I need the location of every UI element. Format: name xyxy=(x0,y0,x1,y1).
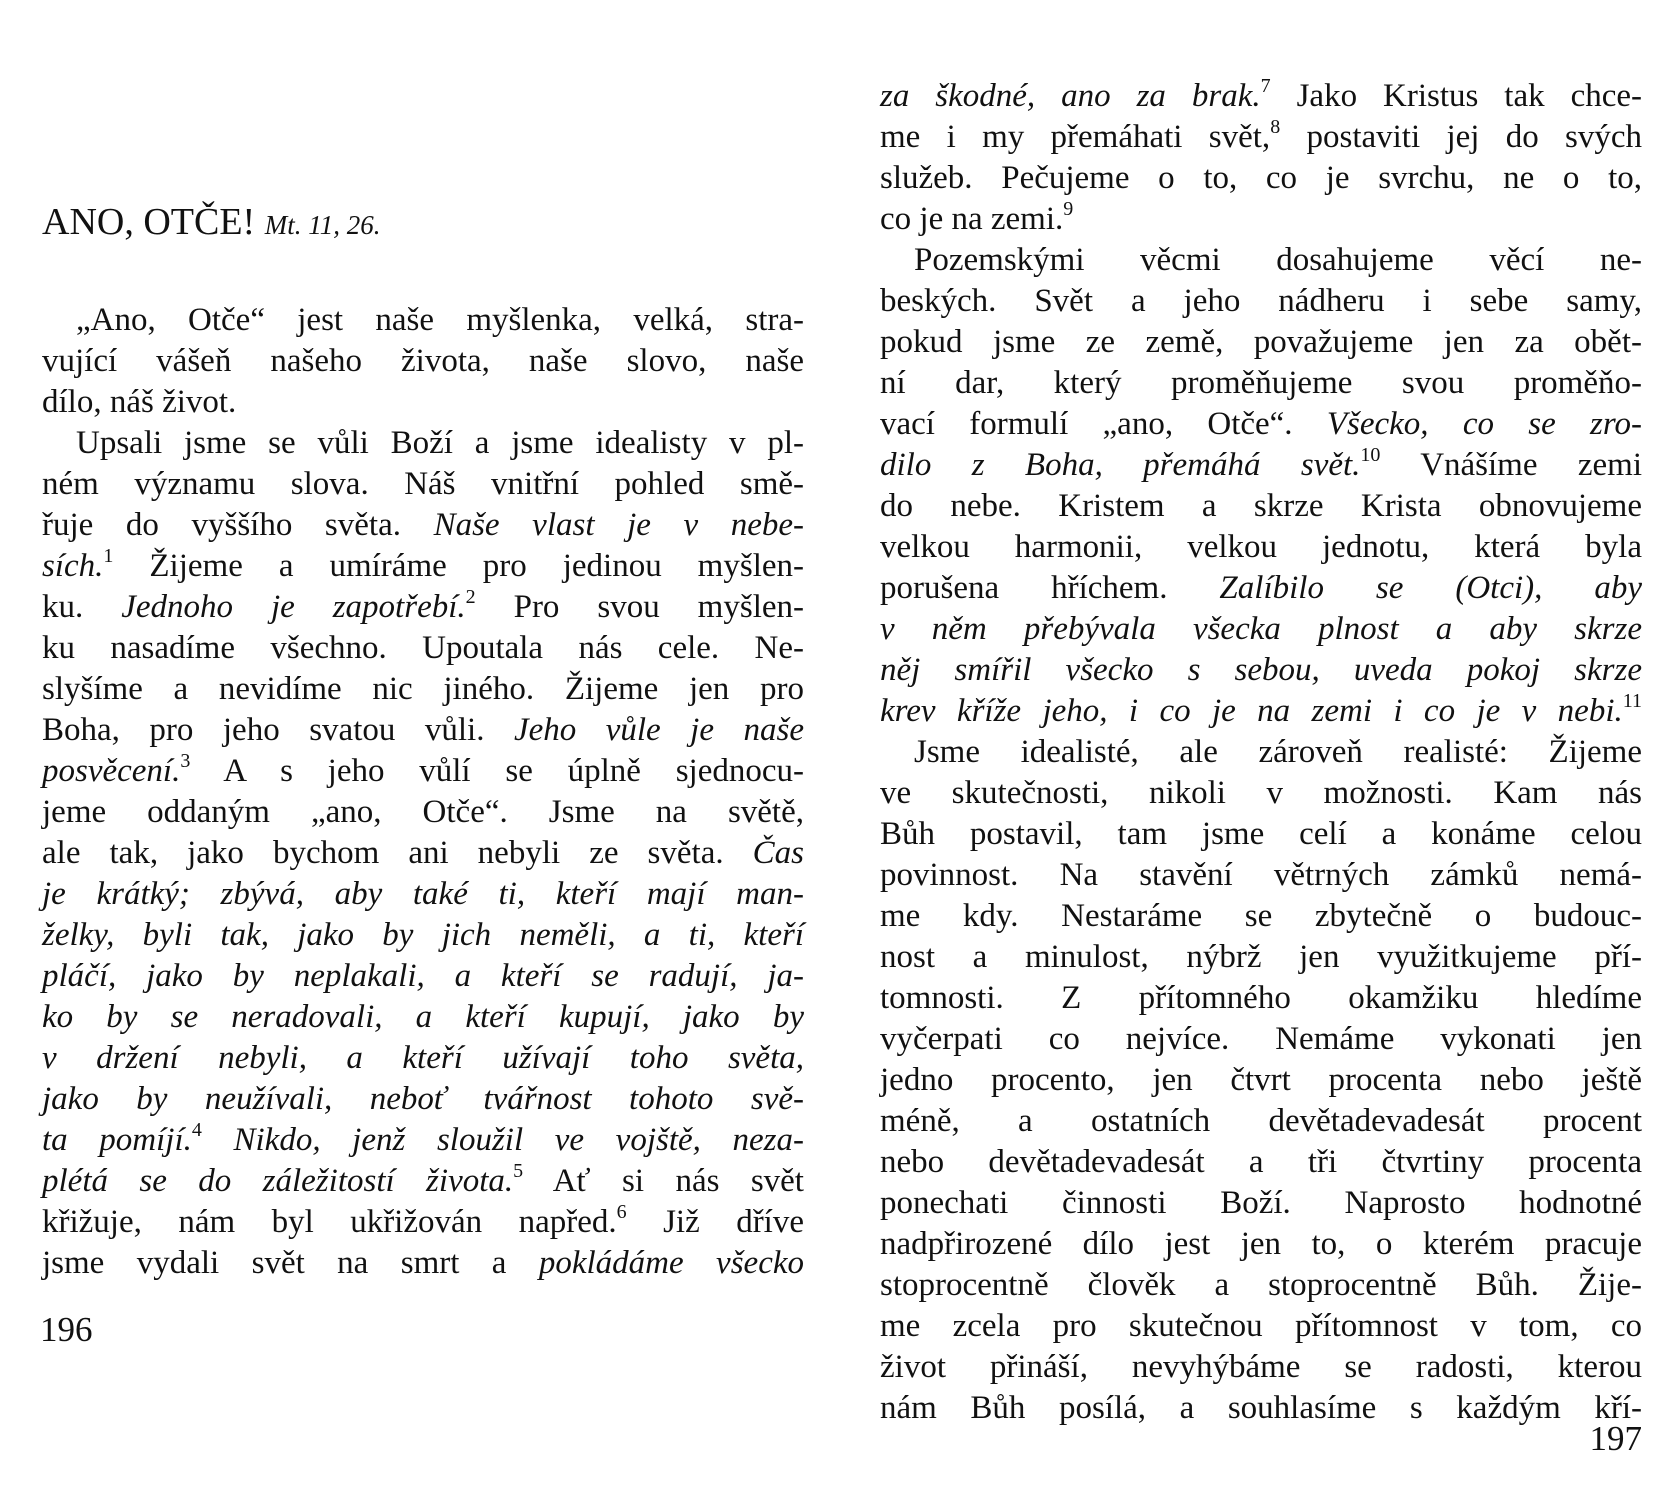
italic-text: posvěcení. xyxy=(42,753,181,789)
footnote-marker: 4 xyxy=(191,1119,202,1141)
text-span: ném významu slova. Náš vnitřní pohled smě- xyxy=(42,466,804,502)
text-span: slyšíme a nevidíme nic jiného. Žijeme jen pro xyxy=(42,671,804,707)
text-span: povinnost. Na stavění větrných zámků nemá- xyxy=(880,857,1642,893)
right-text-column xyxy=(880,76,1642,1429)
italic-text: něj smířil všecko s sebou, uveda pokoj skrze xyxy=(880,652,1642,688)
text-line xyxy=(42,546,804,587)
text-line xyxy=(42,833,804,874)
bible-reference: Mt. 11, 26. xyxy=(264,210,381,240)
text-span: Upsali jsme se vůli Boží a jsme idealisty v pl- xyxy=(76,425,804,461)
footnote-marker: 1 xyxy=(103,545,114,567)
italic-text: Nikdo, jenž sloužil ve vojště, neza- xyxy=(201,1122,804,1158)
text-line xyxy=(42,915,804,956)
footnote-marker: 11 xyxy=(1622,690,1642,712)
text-span: me i my přemáhati svět, xyxy=(880,119,1271,155)
text-line xyxy=(880,445,1642,486)
text-line xyxy=(42,669,804,710)
italic-text: želky, byli tak, jako by jich neměli, a ti, kteří xyxy=(42,917,804,953)
italic-text: v něm přebývala všecka plnost a aby skrze xyxy=(880,611,1642,647)
text-span: ku nasadíme všechno. Upoutala nás cele. Ne- xyxy=(42,630,804,666)
text-span: jeme oddaným „ano, Otče“. Jsme na světě, xyxy=(42,794,804,830)
text-line xyxy=(880,609,1642,650)
text-span: nost a minulost, nýbrž jen využitkujeme pří- xyxy=(880,939,1642,975)
italic-text: krev kříže jeho, i co je na zemi i co je v nebi. xyxy=(880,693,1623,729)
italic-text: za škodné, ano za brak. xyxy=(880,78,1261,114)
text-line xyxy=(880,855,1642,896)
italic-text: pokládáme všecko xyxy=(538,1245,804,1281)
text-line xyxy=(42,710,804,751)
italic-text: ko by se neradovali, a kteří kupují, jako by xyxy=(42,999,804,1035)
text-line xyxy=(880,1060,1642,1101)
text-line xyxy=(42,1038,804,1079)
text-line xyxy=(880,1101,1642,1142)
text-span: A s jeho vůlí se úplně sjednocu- xyxy=(190,753,804,789)
text-line xyxy=(880,1347,1642,1388)
italic-text: Naše vlast je v nebe- xyxy=(433,507,805,543)
text-span: Pro svou myšlen- xyxy=(475,589,804,625)
text-line xyxy=(42,1202,804,1243)
text-span: jedno procento, jen čtvrt procenta nebo ještě xyxy=(880,1062,1642,1098)
chapter-heading xyxy=(42,200,380,247)
italic-text: Jednoho je zapotřebí. xyxy=(121,589,466,625)
text-line xyxy=(42,423,804,464)
text-line xyxy=(880,1019,1642,1060)
text-line xyxy=(880,1306,1642,1347)
text-span: Vnášíme zemi xyxy=(1380,447,1642,483)
italic-text: dilo z Boha, přemáhá svět. xyxy=(880,447,1361,483)
text-line xyxy=(880,527,1642,568)
text-line xyxy=(42,341,804,382)
text-span: Pozemskými věcmi dosahujeme věcí ne- xyxy=(914,242,1642,278)
italic-text: Zalíbilo se (Otci), aby xyxy=(1219,570,1642,606)
text-span: řuje do vyššího světa. xyxy=(42,507,434,543)
text-line xyxy=(42,1243,804,1284)
text-span: služeb. Pečujeme o to, co je svrchu, ne o to, xyxy=(880,160,1642,196)
text-line xyxy=(42,792,804,833)
text-line xyxy=(880,1265,1642,1306)
text-span: vující vášeň našeho života, naše slovo, naše xyxy=(42,343,804,379)
text-span: nadpřirozené dílo jest jen to, o kterém pracuje xyxy=(880,1226,1642,1262)
page-number-left: 196 xyxy=(40,1310,93,1349)
text-span: ve skutečnosti, nikoli v možnosti. Kam nás xyxy=(880,775,1642,811)
left-text-column xyxy=(42,300,804,1284)
text-line xyxy=(880,568,1642,609)
text-line xyxy=(880,322,1642,363)
text-span: Ať si nás svět xyxy=(523,1163,804,1199)
text-line xyxy=(880,814,1642,855)
text-line xyxy=(880,199,1642,240)
italic-text: jako by neužívali, neboť tvářnost tohoto svě- xyxy=(42,1081,804,1117)
text-line xyxy=(880,281,1642,322)
text-line xyxy=(880,978,1642,1019)
text-span: ale tak, jako bychom ani nebyli ze světa. xyxy=(42,835,753,871)
text-line xyxy=(880,117,1642,158)
text-span: porušena hříchem. xyxy=(880,570,1220,606)
text-span: stoprocentně člověk a stoprocentně Bůh. Žije- xyxy=(880,1267,1642,1303)
text-line xyxy=(42,300,804,341)
footnote-marker: 10 xyxy=(1360,444,1381,466)
text-line xyxy=(880,1224,1642,1265)
text-span: Boha, pro jeho svatou vůli. xyxy=(42,712,514,748)
text-span: Bůh postavil, tam jsme celí a konáme celou xyxy=(880,816,1642,852)
text-line xyxy=(880,486,1642,527)
text-line xyxy=(42,628,804,669)
italic-text: Čas xyxy=(752,835,804,871)
text-span: Žijeme a umíráme pro jedinou myšlen- xyxy=(113,548,804,584)
footnote-marker: 3 xyxy=(180,750,191,772)
text-line xyxy=(42,1161,804,1202)
footnote-marker: 6 xyxy=(616,1201,627,1223)
text-line xyxy=(880,896,1642,937)
text-line xyxy=(42,464,804,505)
footnote-marker: 7 xyxy=(1260,75,1271,97)
text-line xyxy=(880,240,1642,281)
text-span: dílo, náš život. xyxy=(42,384,237,420)
text-span: život přináší, nevyhýbáme se radosti, kterou xyxy=(880,1349,1642,1385)
text-span: ku. xyxy=(42,589,122,625)
italic-text: ta pomíjí. xyxy=(42,1122,192,1158)
text-span: co je na zemi. xyxy=(880,201,1064,237)
text-line xyxy=(42,874,804,915)
text-line xyxy=(880,732,1642,773)
footnote-marker: 9 xyxy=(1063,198,1074,220)
text-line xyxy=(42,1120,804,1161)
text-line xyxy=(880,650,1642,691)
italic-text: je krátký; zbývá, aby také ti, kteří mají man- xyxy=(42,876,804,912)
text-span: nám Bůh posílá, a souhlasíme s každým kří- xyxy=(880,1390,1642,1426)
italic-text: sích. xyxy=(42,548,104,584)
text-span: ponechati činnosti Boží. Naprosto hodnotné xyxy=(880,1185,1642,1221)
text-line xyxy=(42,997,804,1038)
text-span: „Ano, Otče“ jest naše myšlenka, velká, stra- xyxy=(76,302,804,338)
text-span: křižuje, nám byl ukřižován napřed. xyxy=(42,1204,617,1240)
text-line xyxy=(880,773,1642,814)
right-page xyxy=(836,0,1672,1501)
text-line xyxy=(42,1079,804,1120)
text-span: nebo devětadevadesát a tři čtvrtiny procenta xyxy=(880,1144,1642,1180)
italic-text: Jeho vůle je naše xyxy=(513,712,804,748)
text-line xyxy=(880,404,1642,445)
text-span: tomnosti. Z přítomného okamžiku hledíme xyxy=(880,980,1642,1016)
italic-text: Všecko, co se zro- xyxy=(1326,406,1642,442)
text-line xyxy=(880,158,1642,199)
text-span: Jsme idealisté, ale zároveň realisté: Žijeme xyxy=(914,734,1642,770)
footnote-marker: 8 xyxy=(1270,116,1281,138)
text-line xyxy=(880,1142,1642,1183)
text-line xyxy=(880,691,1642,732)
text-span: postaviti jej do svých xyxy=(1280,119,1643,155)
text-span: Jako Kristus tak chce- xyxy=(1270,78,1643,114)
footnote-marker: 5 xyxy=(513,1160,524,1182)
text-span: velkou harmonii, velkou jednotu, která byla xyxy=(880,529,1642,565)
text-line xyxy=(42,751,804,792)
page-number-right: 197 xyxy=(1589,1419,1642,1458)
text-span: me zcela pro skutečnou přítomnost v tom, co xyxy=(880,1308,1642,1344)
text-line xyxy=(880,76,1642,117)
text-line xyxy=(880,1183,1642,1224)
chapter-title: ANO, OTČE! xyxy=(42,201,256,243)
text-line xyxy=(42,505,804,546)
italic-text: pláčí, jako by neplakali, a kteří se radují, ja- xyxy=(42,958,804,994)
text-span: do nebe. Kristem a skrze Krista obnovujeme xyxy=(880,488,1642,524)
italic-text: plétá se do záležitostí života. xyxy=(42,1163,514,1199)
text-line xyxy=(880,1388,1642,1429)
text-span: Již dříve xyxy=(626,1204,804,1240)
text-span: pokud jsme ze země, považujeme jen za obět- xyxy=(880,324,1642,360)
text-span: ní dar, který proměňujeme svou proměňo- xyxy=(880,365,1642,401)
text-span: méně, a ostatních devětadevadesát procent xyxy=(880,1103,1642,1139)
text-span: me kdy. Nestaráme se zbytečně o budouc- xyxy=(880,898,1642,934)
italic-text: v držení nebyli, a kteří užívají toho světa, xyxy=(42,1040,804,1076)
text-span: jsme vydali svět na smrt a xyxy=(42,1245,539,1281)
footnote-marker: 2 xyxy=(465,586,476,608)
text-span: vací formulí „ano, Otče“. xyxy=(880,406,1327,442)
text-line xyxy=(880,937,1642,978)
text-line xyxy=(42,382,804,423)
text-line xyxy=(42,956,804,997)
text-span: vyčerpati co nejvíce. Nemáme vykonati jen xyxy=(880,1021,1642,1057)
text-line xyxy=(42,587,804,628)
text-line xyxy=(880,363,1642,404)
text-span: beských. Svět a jeho nádheru i sebe samy, xyxy=(880,283,1642,319)
